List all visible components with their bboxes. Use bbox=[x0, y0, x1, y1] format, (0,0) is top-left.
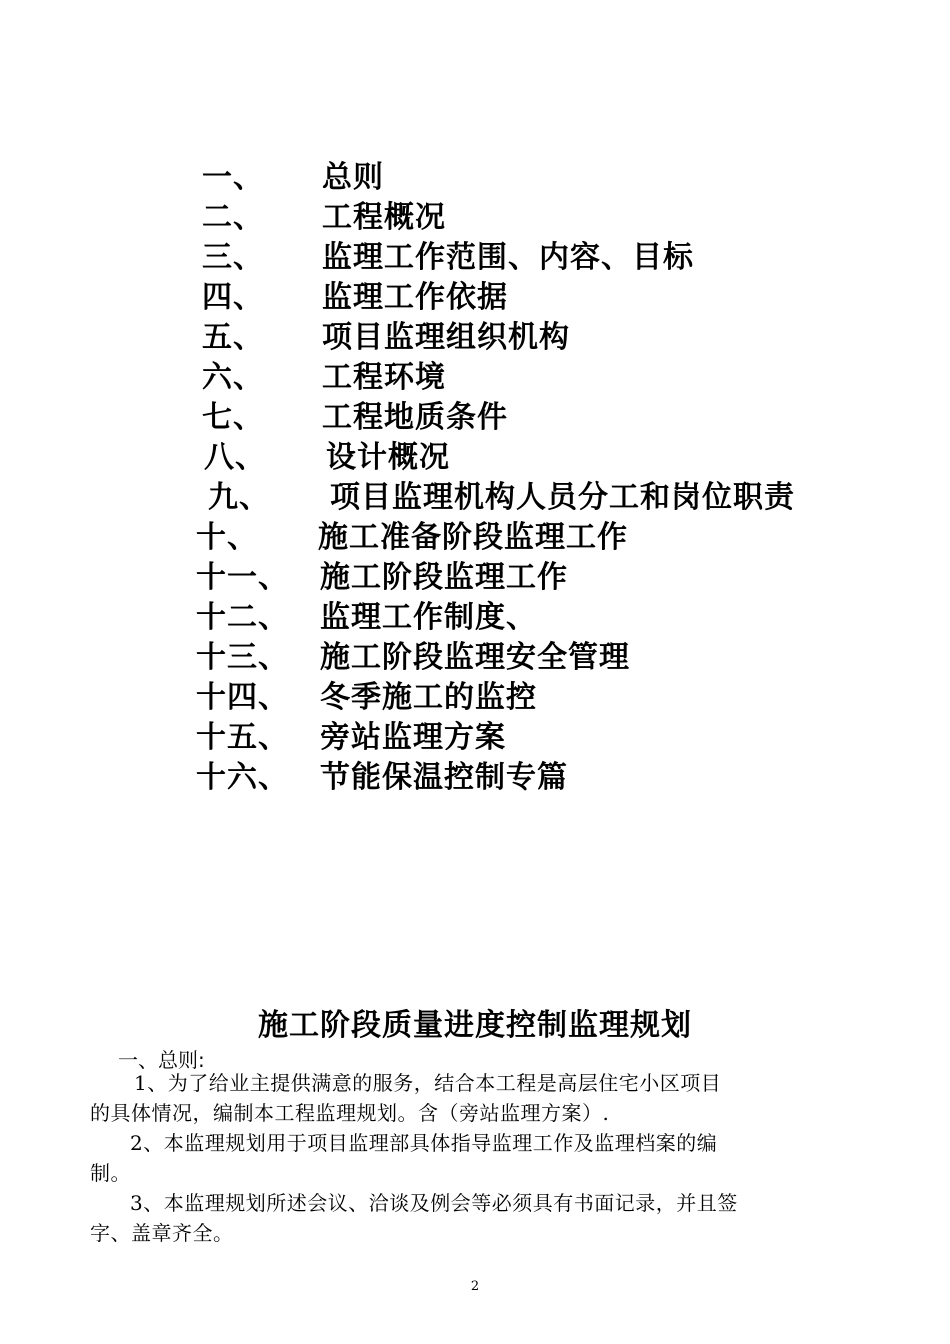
toc-title: 施工阶段监理工作 bbox=[320, 560, 568, 595]
paragraph-line: 制。 bbox=[90, 1161, 131, 1185]
toc-number: 二、 bbox=[202, 200, 264, 235]
page-number: 2 bbox=[470, 1279, 480, 1294]
paragraph bbox=[90, 1128, 860, 1188]
toc-number: 一、 bbox=[202, 160, 264, 195]
section-heading: 一、总则: bbox=[118, 1048, 205, 1072]
toc-title: 旁站监理方案 bbox=[320, 720, 506, 755]
toc-number: 八、 bbox=[204, 440, 266, 475]
paragraph-line: 3、本监理规划所述会议、洽谈及例会等必须具有书面记录，并且签 bbox=[130, 1191, 738, 1215]
paragraph-line: 的具体情况，编制本工程监理规划。含（旁站监理方案）. bbox=[90, 1101, 610, 1125]
toc-number: 十六、 bbox=[196, 760, 289, 795]
paragraph-line: 字、盖章齐全。 bbox=[90, 1221, 234, 1245]
toc-title: 工程地质条件 bbox=[322, 400, 508, 435]
paragraph-line: 1、为了给业主提供满意的服务，结合本工程是高层住宅小区项目 bbox=[134, 1071, 722, 1095]
toc-title: 工程概况 bbox=[322, 200, 446, 235]
toc-number: 三、 bbox=[202, 240, 264, 275]
toc-title: 项目监理机构人员分工和岗位职责 bbox=[330, 480, 795, 515]
document-title: 施工阶段质量进度控制监理规划 bbox=[258, 1008, 692, 1043]
toc-title: 监理工作范围、内容、目标 bbox=[322, 240, 694, 275]
toc-title: 设计概况 bbox=[326, 440, 450, 475]
paragraph bbox=[90, 1068, 860, 1128]
paragraph-line: 2、本监理规划用于项目监理部具体指导监理工作及监理档案的编 bbox=[130, 1131, 718, 1155]
toc-title: 工程环境 bbox=[322, 360, 446, 395]
toc-title: 项目监理组织机构 bbox=[322, 320, 570, 355]
toc-title: 施工阶段监理安全管理 bbox=[320, 640, 630, 675]
toc-number: 十四、 bbox=[196, 680, 289, 715]
toc-title: 总则 bbox=[322, 160, 384, 195]
toc-number: 五、 bbox=[202, 320, 264, 355]
toc-title: 监理工作依据 bbox=[322, 280, 508, 315]
paragraph bbox=[90, 1188, 860, 1248]
toc-number: 十二、 bbox=[196, 600, 289, 635]
toc-number: 十、 bbox=[196, 520, 258, 555]
toc-number: 十一、 bbox=[196, 560, 289, 595]
toc-title: 节能保温控制专篇 bbox=[320, 760, 568, 795]
toc-title: 监理工作制度、 bbox=[320, 600, 537, 635]
toc-number: 九、 bbox=[208, 480, 270, 515]
toc-title: 施工准备阶段监理工作 bbox=[318, 520, 628, 555]
toc-number: 十五、 bbox=[196, 720, 289, 755]
toc-number: 四、 bbox=[202, 280, 264, 315]
toc-number: 十三、 bbox=[196, 640, 289, 675]
toc-number: 六、 bbox=[202, 360, 264, 395]
toc-number: 七、 bbox=[202, 400, 264, 435]
toc-title: 冬季施工的监控 bbox=[320, 680, 537, 715]
